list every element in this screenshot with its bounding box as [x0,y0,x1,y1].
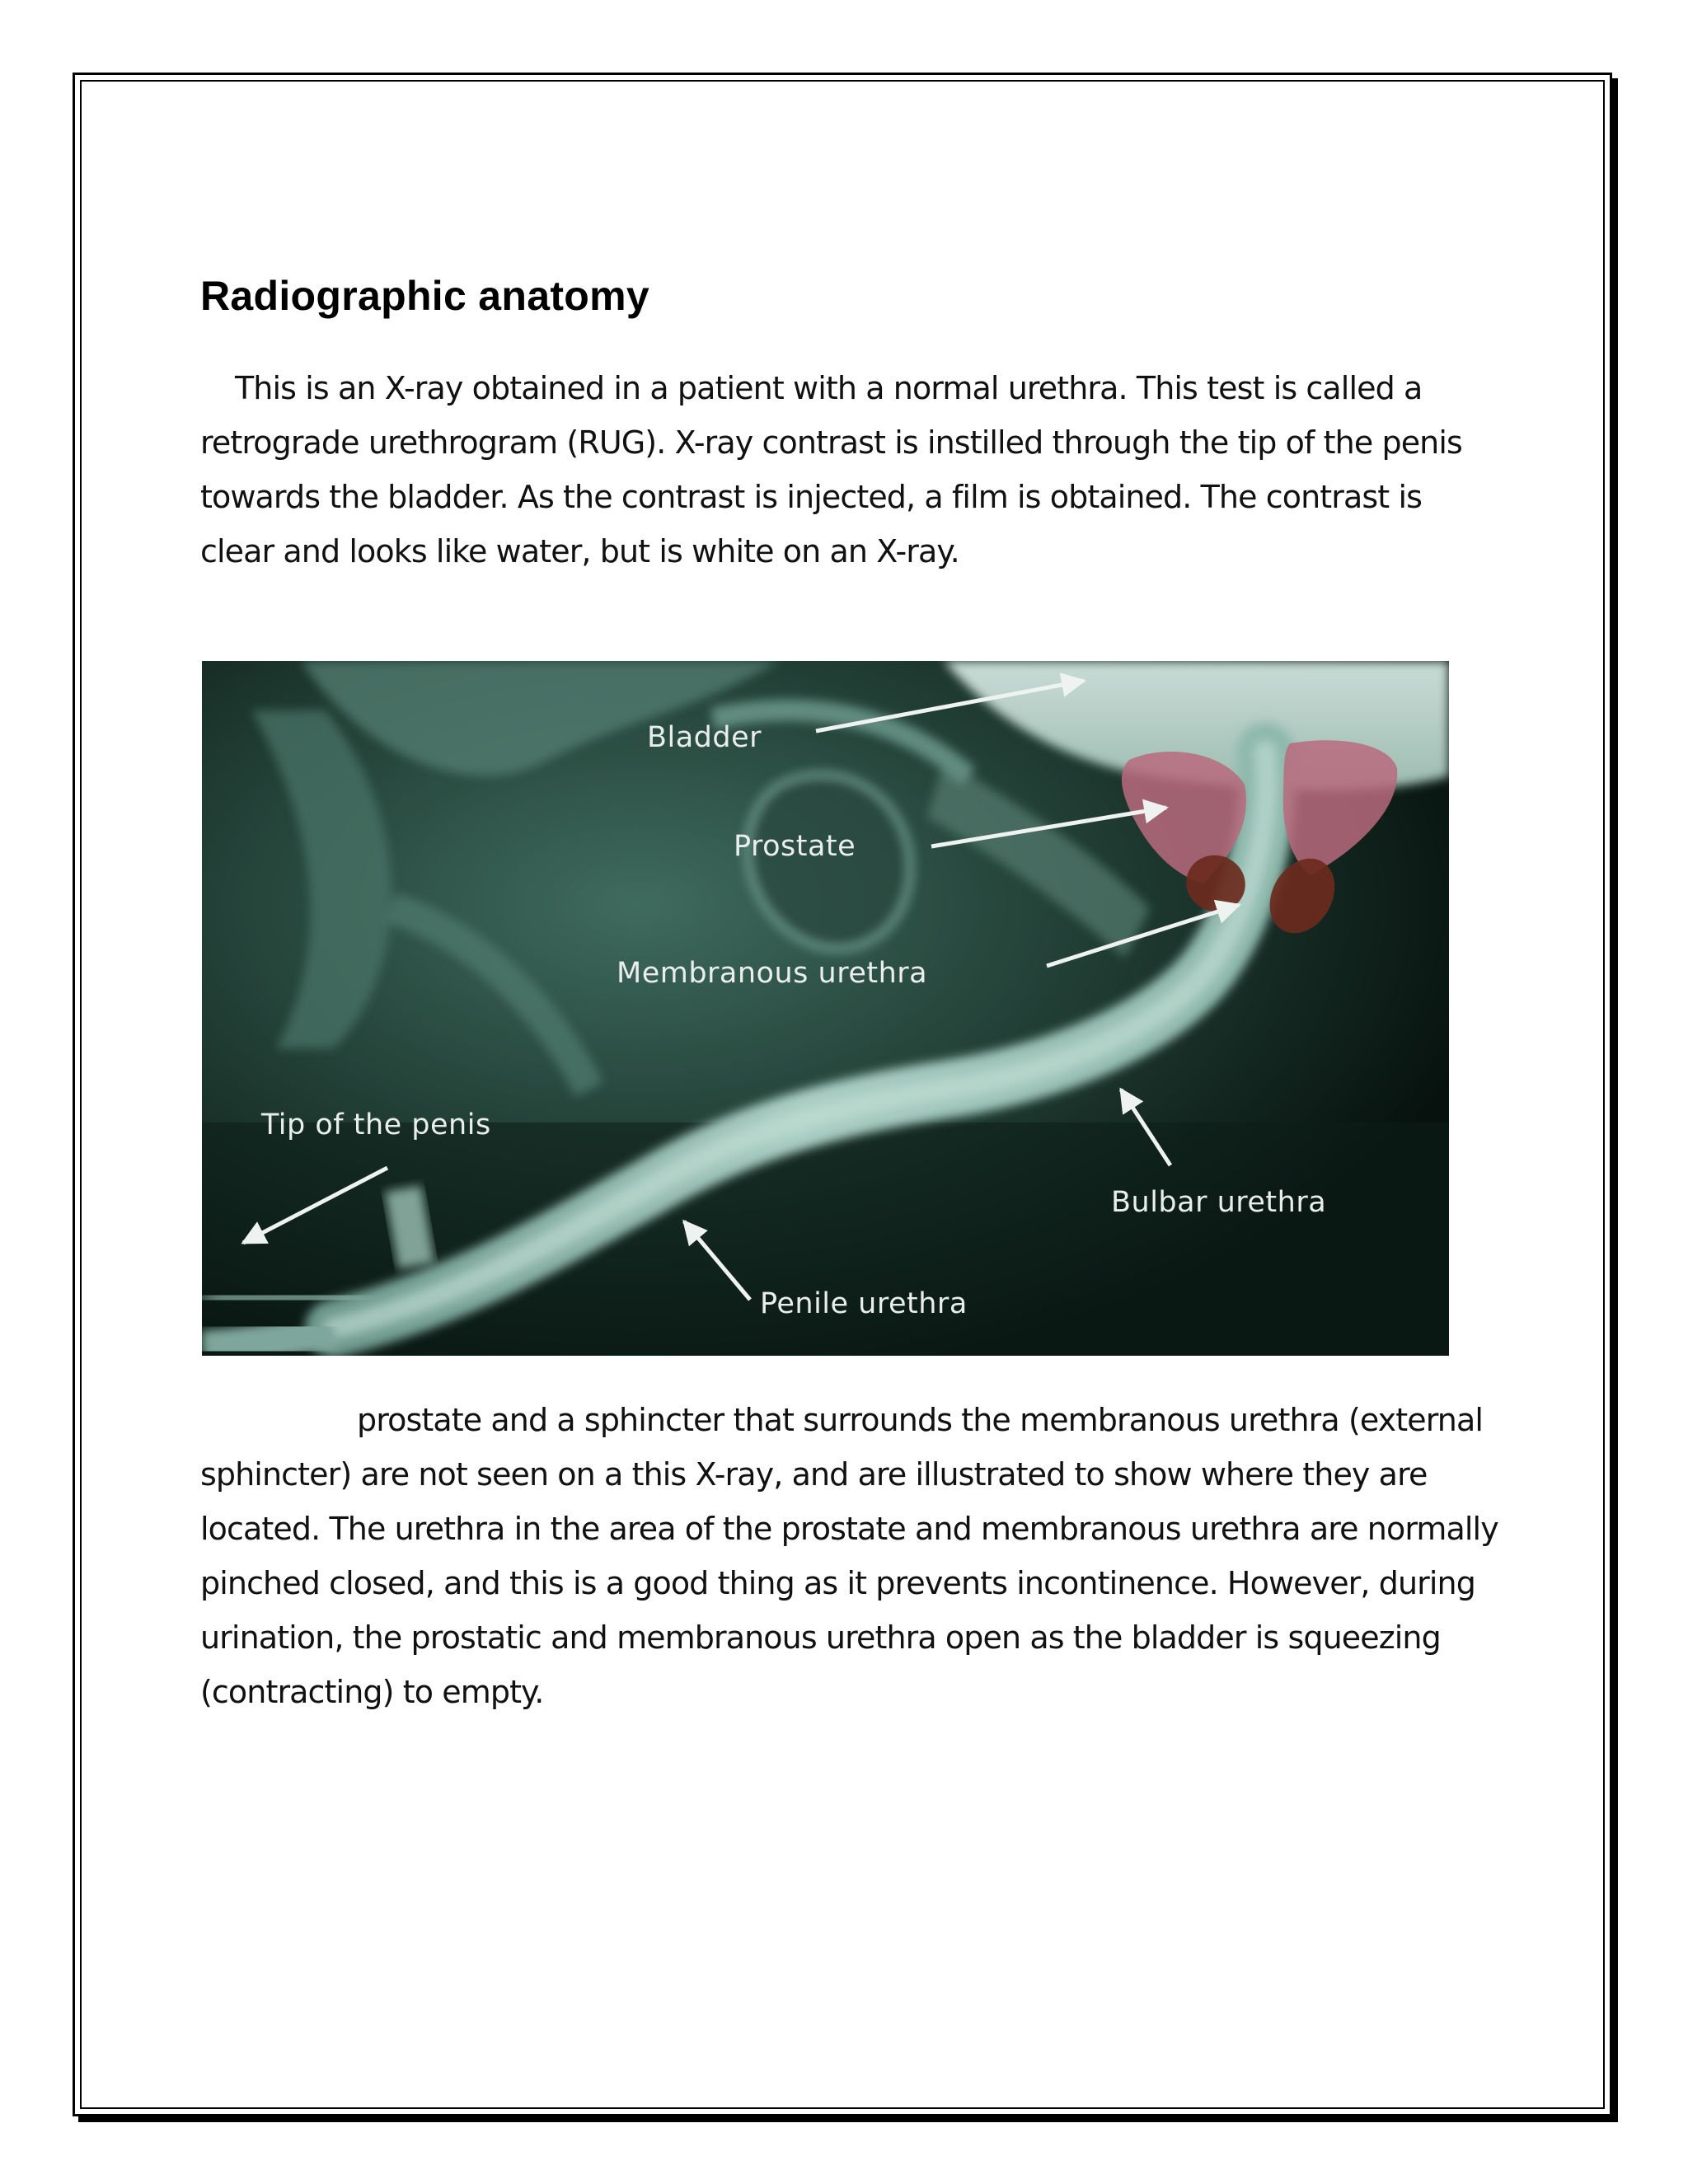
intro-paragraph: This is an X-ray obtained in a patient with a normal urethra. This test is called a retrograde urethrogram (RUG). X-ray contrast is instilled through the tip of the penis towards the bladder. As the contrast is injected, a film is obtained. The contrast is clear and looks like water, but is white on an X-ray. [200,370,1462,569]
label-bulbar-urethra: Bulbar urethra [1111,1186,1327,1219]
label-tip-of-penis: Tip of the penis [261,1108,491,1141]
label-bladder: Bladder [647,721,762,754]
xray-figure [202,661,1449,1356]
page-title: Radiographic anatomy [200,273,649,319]
label-membranous-urethra: Membranous urethra [617,957,928,990]
body-paragraph: prostate and a sphincter that surrounds the membranous urethra (external sphincter) are not seen on a this X-ray, and are illustrated to show where they are located. The urethra in the area of the prostate and membranous urethra are normally pinched closed, and this is a good thing as it prevents incontinence. However, during urination, the prostatic and membranous urethra open as the bladder is squeezing (contracting) to empty. [200,1402,1498,1710]
label-penile-urethra: Penile urethra [760,1287,968,1320]
label-prostate: Prostate [734,830,856,863]
